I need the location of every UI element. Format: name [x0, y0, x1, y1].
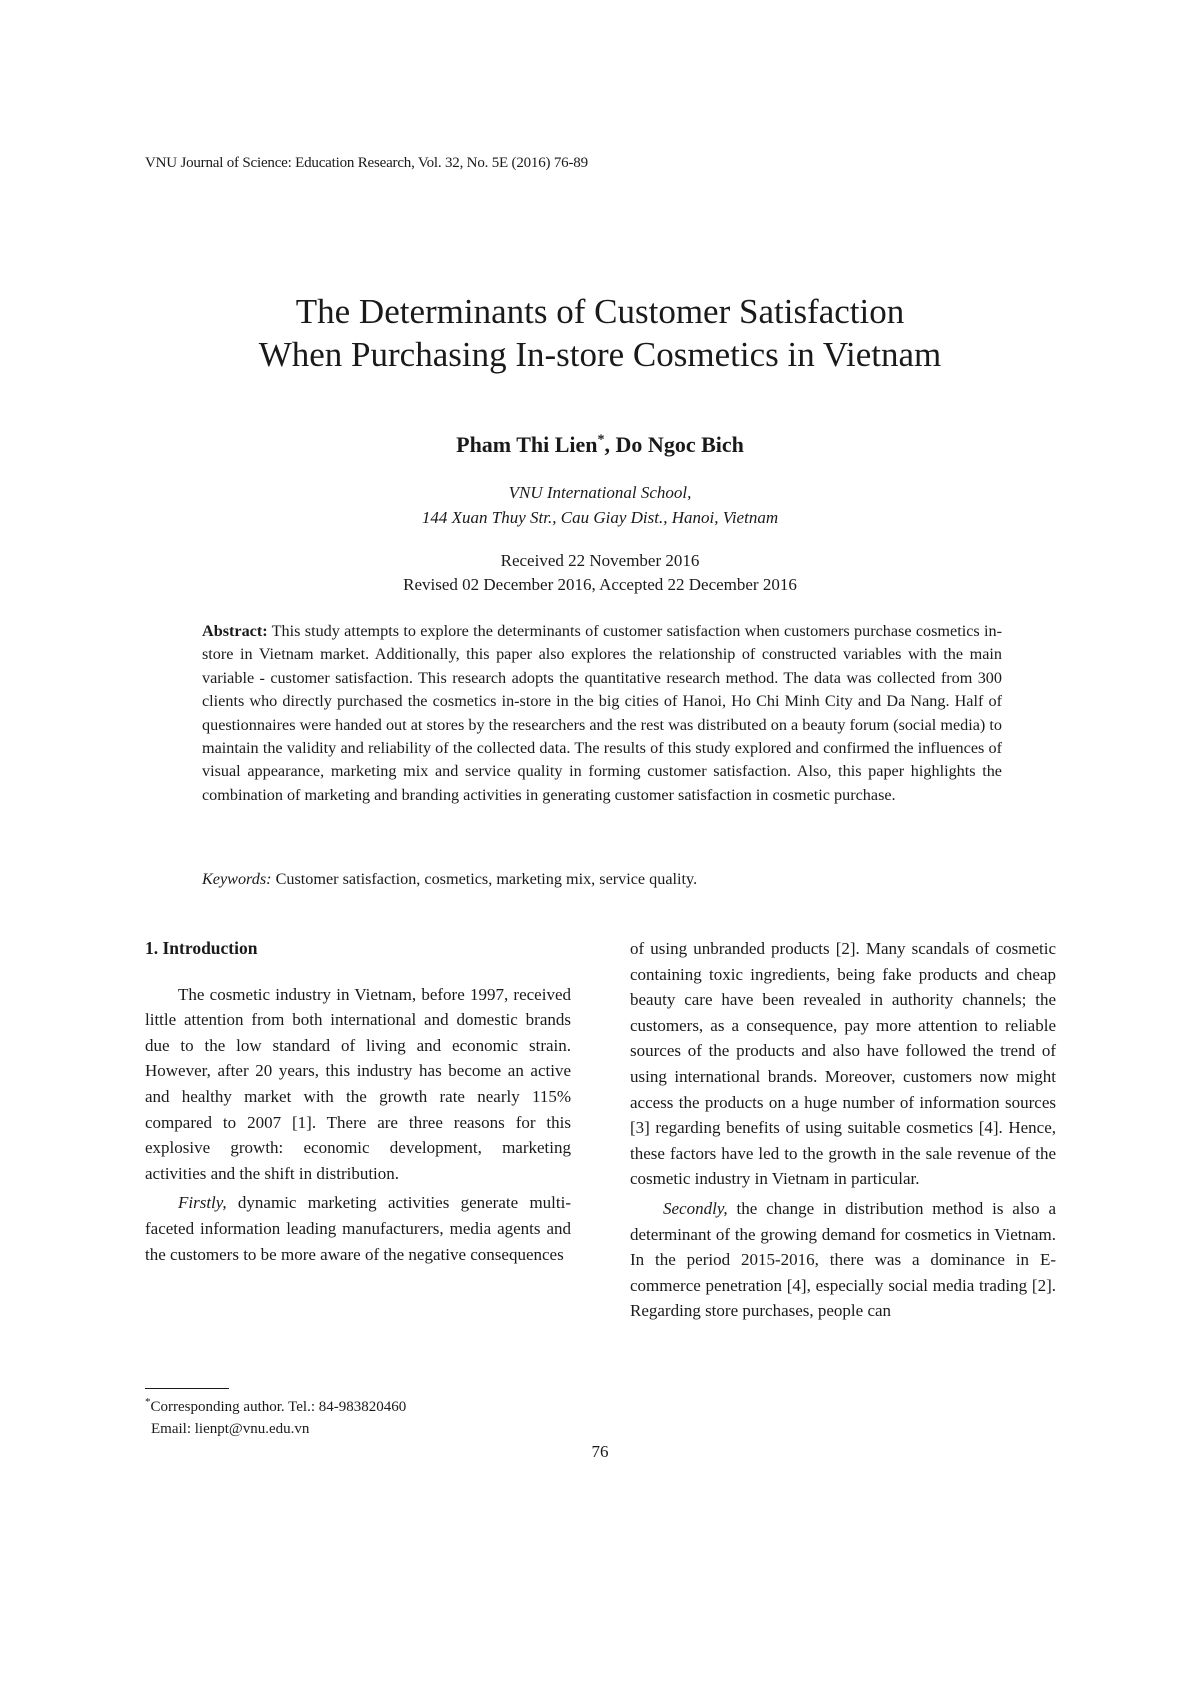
footnote-line-2: Email: lienpt@vnu.edu.vn — [151, 1421, 310, 1437]
paper-title — [0, 290, 1200, 376]
right-paragraph-2-text: the change in distribution method is also a determinant of the growing demand for cosmetics in Vietnam. In the period 2015-2016, there was a dominance in E-commerce penetration [4], especially social media trading [2]. Regarding store purchases, people can — [630, 1198, 1056, 1321]
right-column — [630, 936, 1056, 1324]
abstract-text: This study attempts to explore the determinants of customer satisfaction when customers purchase cosmetics in-store in Vietnam market. Additionally, this paper also explores the relationship of constructed variables with the main variable - customer satisfaction. This research adopts the quantitative research method. The data was collected from 300 clients who directly purchased the cosmetics in-store in the big cities of Hanoi, Ho Chi Minh City and Da Nang. Half of questionnaires were handed out at stores by the researchers and the rest was distributed on a beauty forum (social media) to maintain the validity and reliability of the collected data. The results of this study explored and confirmed the influences of visual appearance, marketing mix and service quality in forming customer satisfaction. Also, this paper highlights the combination of marketing and branding activities in generating customer satisfaction in cosmetic purchase. — [202, 622, 1002, 804]
keywords — [202, 868, 1002, 891]
footnote-marker: * — [145, 1396, 151, 1408]
received-date: Received 22 November 2016 — [500, 551, 700, 570]
intro-paragraph-2-text: dynamic marketing activities generate multi-faceted information leading manufacturers, media agents and the customers to be more aware of the negative consequences — [145, 1193, 571, 1264]
right-paragraph-1: of using unbranded products [2]. Many scandals of cosmetic containing toxic ingredients, being fake products and cheap beauty care have been revealed in authority channels; the customers, as a consequence, pay more attention to reliable sources of the products and also have followed the trend of using international brands. Moreover, customers now might access the products on a huge number of information sources [3] regarding benefits of using suitable cosmetics [4]. Hence, these factors have led to the growth in the sale revenue of the cosmetic industry in Vietnam in particular. — [630, 939, 1056, 1189]
revised-accepted-date: Revised 02 December 2016, Accepted 22 December 2016 — [403, 575, 797, 594]
intro-paragraph-2 — [145, 1190, 571, 1267]
authors — [0, 432, 1200, 458]
affiliation-line-1: VNU International School, — [508, 483, 692, 502]
corresponding-marker: * — [597, 432, 605, 448]
secondly-label: Secondly, — [663, 1198, 728, 1218]
right-paragraph-2 — [630, 1196, 1056, 1324]
keywords-label: Keywords: — [202, 870, 272, 888]
corresponding-author-tel: Corresponding author. Tel.: 84-983820460 — [150, 1399, 407, 1415]
title-line-2: When Purchasing In-store Cosmetics in Vietnam — [258, 335, 942, 374]
abstract-label: Abstract: — [202, 622, 268, 640]
co-author: , Do Ngoc Bich — [604, 432, 744, 457]
running-header: VNU Journal of Science: Education Research, Vol. 32, No. 5E (2016) 76-89 — [145, 155, 588, 171]
abstract — [202, 620, 1002, 807]
affiliation — [0, 480, 1200, 530]
firstly-label: Firstly, — [178, 1193, 227, 1213]
footnote — [145, 1388, 571, 1440]
first-author: Pham Thi Lien — [456, 432, 598, 457]
affiliation-line-2: 144 Xuan Thuy Str., Cau Giay Dist., Hanoi, Vietnam — [421, 508, 779, 527]
section-heading: 1. Introduction — [145, 938, 258, 958]
page-number: 76 — [591, 1442, 609, 1461]
footnote-rule — [145, 1388, 229, 1389]
footnote-line-1 — [145, 1391, 571, 1418]
title-line-1: The Determinants of Customer Satisfaction — [295, 292, 905, 331]
left-column — [145, 936, 571, 1267]
keywords-text: Customer satisfaction, cosmetics, marketing mix, service quality. — [271, 870, 698, 888]
submission-dates — [0, 549, 1200, 597]
intro-paragraph-1: The cosmetic industry in Vietnam, before 1997, received little attention from both international and domestic brands due to the low standard of living and economic strain. However, after 20 years, this industry has become an active and healthy market with the growth rate nearly 115% compared to 2007 [1]. There are three reasons for this explosive growth: economic development, marketing activities and the shift in distribution. — [145, 984, 571, 1183]
